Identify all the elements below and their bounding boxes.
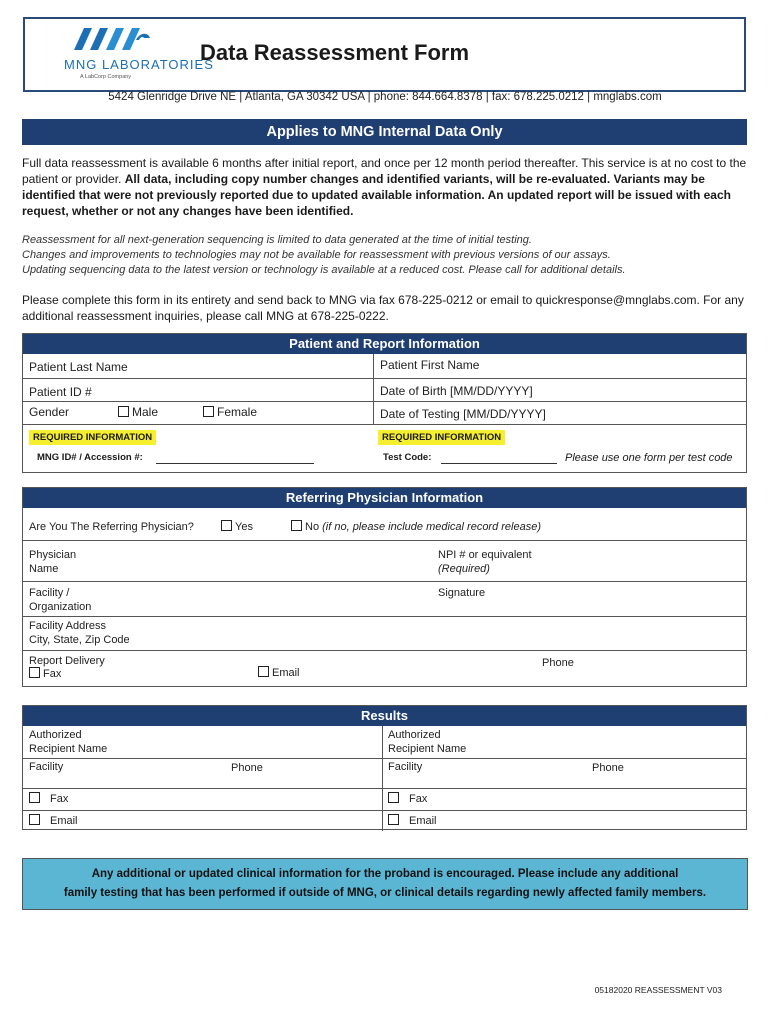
- patient-section: [22, 333, 747, 473]
- results-fax-option-1[interactable]: [29, 792, 68, 806]
- delivery-phone-field[interactable]: Phone: [542, 657, 574, 669]
- italic-note: Changes and improvements to technologies may not be available for reassessment with previous versions of our assays.: [22, 249, 611, 261]
- address-line: 5424 Glenridge Drive NE | Atlanta, GA 30342 USA | phone: 844.664.8378 | fax: 678.225.0212 | mnglabs.com: [108, 91, 662, 103]
- fax-checkbox[interactable]: [29, 667, 40, 678]
- facility-address-label: Facility Address: [29, 620, 107, 632]
- patient-first-name-field[interactable]: Patient First Name: [380, 358, 480, 372]
- facility-field-1[interactable]: Facility: [29, 761, 64, 773]
- npi-label: NPI # or equivalent: [438, 549, 532, 561]
- recipient-label: Recipient Name: [388, 743, 467, 755]
- gender-label: Gender: [29, 405, 70, 419]
- recipient-label: Recipient Name: [29, 743, 108, 755]
- no-note: (if no, please include medical record release): [322, 521, 542, 533]
- delivery-fax-option[interactable]: [29, 667, 61, 681]
- physician-section: [22, 487, 747, 687]
- date-of-testing-field[interactable]: Date of Testing [MM/DD/YYYY]: [380, 407, 546, 421]
- logo-text: MNG LABORATORIES: [64, 57, 214, 72]
- npi-required-label: (Required): [438, 563, 490, 575]
- no-checkbox[interactable]: [291, 520, 302, 531]
- note-line: family testing that has been performed if outside of MNG, or clinical details regarding newly affected family members.: [63, 887, 707, 899]
- patient-id-field[interactable]: Patient ID #: [29, 385, 92, 399]
- phone-field-1[interactable]: Phone: [231, 762, 263, 774]
- required-info-badge: REQUIRED INFORMATION: [29, 430, 156, 445]
- email-checkbox[interactable]: [29, 814, 40, 825]
- email-checkbox[interactable]: [258, 666, 269, 677]
- mng-logo-icon: [70, 26, 154, 52]
- italic-note: Reassessment for all next-generation sequencing is limited to data generated at the time of initial testing.: [22, 234, 532, 246]
- male-label: Male: [132, 405, 159, 419]
- female-option[interactable]: [203, 405, 257, 419]
- delivery-email-option[interactable]: [258, 666, 300, 680]
- yes-option[interactable]: [221, 520, 253, 534]
- phone-field-2[interactable]: Phone: [592, 762, 624, 774]
- fax-label: Fax: [409, 793, 428, 805]
- intro-paragraph: [22, 155, 748, 219]
- mng-id-input[interactable]: [156, 463, 314, 464]
- test-code-label: Test Code:: [383, 452, 432, 463]
- patient-section-title: Patient and Report Information: [23, 334, 746, 354]
- physician-name-field[interactable]: [29, 548, 76, 576]
- referring-question: Are You The Referring Physician?: [29, 521, 194, 533]
- fax-label: Fax: [50, 793, 69, 805]
- male-option[interactable]: [118, 405, 158, 419]
- instructions-paragraph: Please complete this form in its entirety and send back to MNG via fax 678-225-0212 or email to quickresponse@mnglabs.com. For any additional reassessment inquiries, please call MNG at 678-225-0222.: [22, 293, 744, 323]
- test-code-input[interactable]: [441, 463, 557, 464]
- npi-field[interactable]: [438, 548, 532, 576]
- yes-label: Yes: [235, 521, 253, 533]
- date-of-birth-field[interactable]: Date of Birth [MM/DD/YYYY]: [380, 384, 533, 398]
- facility-field-2[interactable]: Facility: [388, 761, 423, 773]
- email-label: Email: [409, 815, 437, 827]
- email-label: Email: [50, 815, 78, 827]
- fax-checkbox[interactable]: [29, 792, 40, 803]
- email-label: Email: [272, 667, 300, 679]
- note-line: Any additional or updated clinical information for the proband is encouraged. Please include any additional: [91, 868, 679, 880]
- intro-bold-text: All data, including copy number changes and identified variants, will be re-evaluated. Variants may be identified that were not previously reported due to updated available information. An updated report will be issued with each request, whether or not any changes have been identified.: [22, 172, 731, 218]
- logo-subtext: A LabCorp Company: [80, 74, 132, 80]
- results-email-option-2[interactable]: [388, 814, 437, 828]
- no-label: No: [305, 521, 320, 533]
- recipient-label: Authorized: [388, 729, 441, 741]
- italic-notes: [22, 233, 748, 278]
- results-section-title: Results: [23, 706, 746, 726]
- male-checkbox[interactable]: [118, 406, 129, 417]
- physician-name-label: Physician: [29, 549, 77, 561]
- internal-data-banner: Applies to MNG Internal Data Only: [22, 119, 747, 145]
- clinical-info-note: [22, 858, 748, 910]
- intro-text: Full data reassessment is available 6 months after initial report, and once per 12 month period thereafter. This service is at no cost to the patient or provider.: [22, 156, 747, 186]
- female-checkbox[interactable]: [203, 406, 214, 417]
- physician-section-title: Referring Physician Information: [23, 488, 746, 508]
- email-checkbox[interactable]: [388, 814, 399, 825]
- facility-label: Facility /: [29, 587, 70, 599]
- facility-field[interactable]: [29, 586, 91, 614]
- report-delivery-label: Report Delivery: [29, 655, 105, 667]
- one-form-note: Please use one form per test code: [565, 452, 733, 464]
- italic-note: Updating sequencing data to the latest version or technology is available at a reduced cost. Please call for additional details.: [22, 264, 626, 276]
- recipient-name-field-2[interactable]: [388, 728, 466, 756]
- recipient-name-field-1[interactable]: [29, 728, 107, 756]
- female-label: Female: [217, 405, 258, 419]
- fax-label: Fax: [43, 668, 62, 680]
- required-info-badge: REQUIRED INFORMATION: [378, 430, 505, 445]
- yes-checkbox[interactable]: [221, 520, 232, 531]
- page-title: Data Reassessment Form: [200, 40, 470, 65]
- form-version: 05182020 REASSESSMENT V03: [594, 985, 722, 995]
- results-email-option-1[interactable]: [29, 814, 78, 828]
- no-option[interactable]: [291, 520, 541, 534]
- fax-checkbox[interactable]: [388, 792, 399, 803]
- patient-last-name-field[interactable]: Patient Last Name: [29, 360, 128, 374]
- recipient-label: Authorized: [29, 729, 82, 741]
- mng-id-label: MNG ID# / Accession #:: [37, 452, 143, 463]
- facility-address-label: City, State, Zip Code: [29, 634, 130, 646]
- facility-address-field[interactable]: [29, 619, 130, 647]
- facility-label: Organization: [29, 601, 92, 613]
- physician-name-label: Name: [29, 563, 59, 575]
- results-fax-option-2[interactable]: [388, 792, 427, 806]
- results-section: [22, 705, 747, 830]
- signature-field[interactable]: Signature: [438, 587, 486, 599]
